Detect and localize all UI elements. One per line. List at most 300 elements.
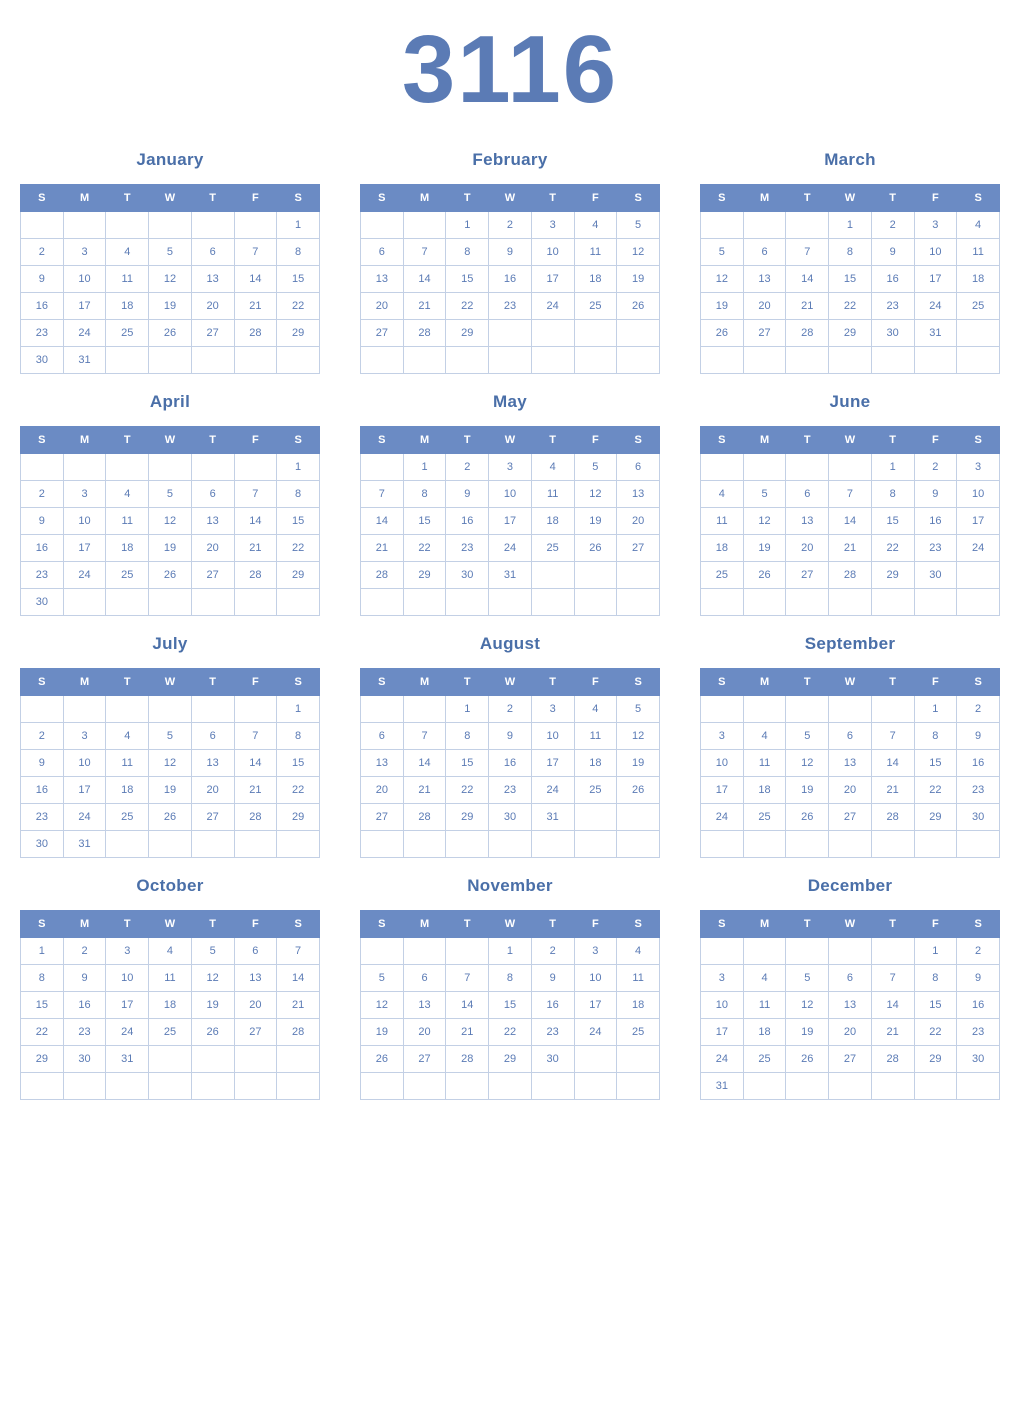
day-cell[interactable]: 8	[871, 481, 914, 508]
day-cell[interactable]: 5	[361, 965, 404, 992]
day-cell[interactable]: 27	[191, 320, 234, 347]
day-cell[interactable]: 19	[149, 535, 192, 562]
day-cell[interactable]: 11	[574, 239, 617, 266]
day-cell[interactable]: 1	[446, 696, 489, 723]
day-cell[interactable]: 23	[21, 562, 64, 589]
day-cell[interactable]: 25	[617, 1019, 660, 1046]
day-cell[interactable]: 5	[617, 696, 660, 723]
day-cell[interactable]: 16	[914, 508, 957, 535]
day-cell[interactable]: 3	[574, 938, 617, 965]
day-cell[interactable]: 22	[446, 777, 489, 804]
day-cell[interactable]: 5	[574, 454, 617, 481]
day-cell[interactable]: 14	[361, 508, 404, 535]
day-cell[interactable]: 26	[574, 535, 617, 562]
day-cell[interactable]: 31	[531, 804, 574, 831]
day-cell[interactable]: 11	[957, 239, 1000, 266]
day-cell[interactable]: 3	[63, 481, 106, 508]
day-cell[interactable]: 8	[446, 239, 489, 266]
day-cell[interactable]: 17	[489, 508, 532, 535]
day-cell[interactable]: 26	[786, 1046, 829, 1073]
day-cell[interactable]: 22	[446, 293, 489, 320]
day-cell[interactable]: 26	[361, 1046, 404, 1073]
day-cell[interactable]: 8	[914, 965, 957, 992]
day-cell[interactable]: 18	[701, 535, 744, 562]
day-cell[interactable]: 22	[914, 1019, 957, 1046]
day-cell[interactable]: 19	[574, 508, 617, 535]
day-cell[interactable]: 7	[234, 723, 277, 750]
day-cell[interactable]: 10	[489, 481, 532, 508]
day-cell[interactable]: 4	[743, 965, 786, 992]
day-cell[interactable]: 21	[403, 777, 446, 804]
day-cell[interactable]: 12	[743, 508, 786, 535]
day-cell[interactable]: 4	[701, 481, 744, 508]
day-cell[interactable]: 22	[21, 1019, 64, 1046]
day-cell[interactable]: 21	[403, 293, 446, 320]
day-cell[interactable]: 28	[361, 562, 404, 589]
day-cell[interactable]: 21	[234, 535, 277, 562]
day-cell[interactable]: 1	[829, 212, 872, 239]
day-cell[interactable]: 11	[106, 508, 149, 535]
day-cell[interactable]: 19	[149, 777, 192, 804]
day-cell[interactable]: 6	[617, 454, 660, 481]
day-cell[interactable]: 13	[361, 750, 404, 777]
day-cell[interactable]: 31	[914, 320, 957, 347]
day-cell[interactable]: 5	[701, 239, 744, 266]
day-cell[interactable]: 11	[574, 723, 617, 750]
day-cell[interactable]: 12	[617, 723, 660, 750]
day-cell[interactable]: 6	[191, 723, 234, 750]
day-cell[interactable]: 29	[277, 562, 320, 589]
day-cell[interactable]: 15	[403, 508, 446, 535]
day-cell[interactable]: 21	[277, 992, 320, 1019]
day-cell[interactable]: 28	[277, 1019, 320, 1046]
day-cell[interactable]: 14	[277, 965, 320, 992]
day-cell[interactable]: 6	[829, 965, 872, 992]
day-cell[interactable]: 17	[701, 1019, 744, 1046]
day-cell[interactable]: 1	[277, 454, 320, 481]
day-cell[interactable]: 6	[191, 481, 234, 508]
day-cell[interactable]: 19	[617, 266, 660, 293]
day-cell[interactable]: 4	[106, 481, 149, 508]
day-cell[interactable]: 28	[234, 562, 277, 589]
day-cell[interactable]: 1	[446, 212, 489, 239]
day-cell[interactable]: 9	[531, 965, 574, 992]
day-cell[interactable]: 8	[403, 481, 446, 508]
day-cell[interactable]: 15	[277, 266, 320, 293]
day-cell[interactable]: 15	[871, 508, 914, 535]
day-cell[interactable]: 21	[829, 535, 872, 562]
day-cell[interactable]: 8	[914, 723, 957, 750]
day-cell[interactable]: 26	[149, 320, 192, 347]
day-cell[interactable]: 1	[277, 212, 320, 239]
day-cell[interactable]: 25	[701, 562, 744, 589]
day-cell[interactable]: 2	[531, 938, 574, 965]
day-cell[interactable]: 29	[277, 320, 320, 347]
day-cell[interactable]: 3	[489, 454, 532, 481]
day-cell[interactable]: 8	[446, 723, 489, 750]
day-cell[interactable]: 12	[786, 750, 829, 777]
day-cell[interactable]: 23	[489, 293, 532, 320]
day-cell[interactable]: 22	[277, 293, 320, 320]
day-cell[interactable]: 7	[403, 239, 446, 266]
day-cell[interactable]: 18	[106, 293, 149, 320]
day-cell[interactable]: 2	[489, 212, 532, 239]
day-cell[interactable]: 3	[957, 454, 1000, 481]
day-cell[interactable]: 27	[829, 804, 872, 831]
day-cell[interactable]: 29	[489, 1046, 532, 1073]
day-cell[interactable]: 18	[574, 750, 617, 777]
day-cell[interactable]: 9	[957, 723, 1000, 750]
day-cell[interactable]: 12	[149, 508, 192, 535]
day-cell[interactable]: 21	[871, 1019, 914, 1046]
day-cell[interactable]: 29	[403, 562, 446, 589]
day-cell[interactable]: 12	[701, 266, 744, 293]
day-cell[interactable]: 9	[957, 965, 1000, 992]
day-cell[interactable]: 2	[957, 938, 1000, 965]
day-cell[interactable]: 5	[786, 723, 829, 750]
day-cell[interactable]: 19	[149, 293, 192, 320]
day-cell[interactable]: 16	[957, 750, 1000, 777]
day-cell[interactable]: 15	[446, 266, 489, 293]
day-cell[interactable]: 17	[914, 266, 957, 293]
day-cell[interactable]: 12	[786, 992, 829, 1019]
day-cell[interactable]: 28	[234, 804, 277, 831]
day-cell[interactable]: 9	[21, 508, 64, 535]
day-cell[interactable]: 16	[21, 293, 64, 320]
day-cell[interactable]: 25	[743, 1046, 786, 1073]
day-cell[interactable]: 28	[786, 320, 829, 347]
day-cell[interactable]: 21	[446, 1019, 489, 1046]
day-cell[interactable]: 15	[277, 508, 320, 535]
day-cell[interactable]: 7	[277, 938, 320, 965]
day-cell[interactable]: 30	[21, 831, 64, 858]
day-cell[interactable]: 5	[149, 239, 192, 266]
day-cell[interactable]: 23	[957, 777, 1000, 804]
day-cell[interactable]: 3	[914, 212, 957, 239]
day-cell[interactable]: 7	[871, 723, 914, 750]
day-cell[interactable]: 8	[277, 481, 320, 508]
day-cell[interactable]: 17	[63, 535, 106, 562]
day-cell[interactable]: 18	[574, 266, 617, 293]
day-cell[interactable]: 24	[531, 777, 574, 804]
day-cell[interactable]: 14	[871, 750, 914, 777]
day-cell[interactable]: 20	[743, 293, 786, 320]
day-cell[interactable]: 1	[277, 696, 320, 723]
day-cell[interactable]: 25	[106, 804, 149, 831]
day-cell[interactable]: 23	[871, 293, 914, 320]
day-cell[interactable]: 11	[149, 965, 192, 992]
day-cell[interactable]: 4	[617, 938, 660, 965]
day-cell[interactable]: 30	[531, 1046, 574, 1073]
day-cell[interactable]: 25	[574, 293, 617, 320]
day-cell[interactable]: 30	[489, 804, 532, 831]
day-cell[interactable]: 31	[489, 562, 532, 589]
day-cell[interactable]: 17	[574, 992, 617, 1019]
day-cell[interactable]: 9	[489, 723, 532, 750]
day-cell[interactable]: 8	[829, 239, 872, 266]
day-cell[interactable]: 29	[21, 1046, 64, 1073]
day-cell[interactable]: 10	[106, 965, 149, 992]
day-cell[interactable]: 12	[617, 239, 660, 266]
day-cell[interactable]: 3	[531, 696, 574, 723]
day-cell[interactable]: 26	[149, 804, 192, 831]
day-cell[interactable]: 28	[403, 804, 446, 831]
day-cell[interactable]: 7	[403, 723, 446, 750]
day-cell[interactable]: 18	[617, 992, 660, 1019]
day-cell[interactable]: 27	[743, 320, 786, 347]
day-cell[interactable]: 13	[743, 266, 786, 293]
day-cell[interactable]: 15	[21, 992, 64, 1019]
day-cell[interactable]: 19	[743, 535, 786, 562]
day-cell[interactable]: 25	[957, 293, 1000, 320]
day-cell[interactable]: 25	[106, 320, 149, 347]
day-cell[interactable]: 8	[489, 965, 532, 992]
day-cell[interactable]: 3	[701, 965, 744, 992]
day-cell[interactable]: 22	[914, 777, 957, 804]
day-cell[interactable]: 16	[489, 750, 532, 777]
day-cell[interactable]: 18	[743, 1019, 786, 1046]
day-cell[interactable]: 3	[531, 212, 574, 239]
day-cell[interactable]: 7	[871, 965, 914, 992]
day-cell[interactable]: 4	[574, 212, 617, 239]
day-cell[interactable]: 25	[574, 777, 617, 804]
day-cell[interactable]: 3	[63, 239, 106, 266]
day-cell[interactable]: 1	[871, 454, 914, 481]
day-cell[interactable]: 7	[234, 239, 277, 266]
day-cell[interactable]: 6	[191, 239, 234, 266]
day-cell[interactable]: 18	[106, 535, 149, 562]
day-cell[interactable]: 10	[914, 239, 957, 266]
day-cell[interactable]: 9	[21, 266, 64, 293]
day-cell[interactable]: 11	[743, 992, 786, 1019]
day-cell[interactable]: 22	[829, 293, 872, 320]
day-cell[interactable]: 17	[701, 777, 744, 804]
day-cell[interactable]: 9	[871, 239, 914, 266]
day-cell[interactable]: 18	[149, 992, 192, 1019]
day-cell[interactable]: 30	[957, 804, 1000, 831]
day-cell[interactable]: 15	[277, 750, 320, 777]
day-cell[interactable]: 24	[63, 804, 106, 831]
day-cell[interactable]: 20	[617, 508, 660, 535]
day-cell[interactable]: 9	[489, 239, 532, 266]
day-cell[interactable]: 19	[191, 992, 234, 1019]
day-cell[interactable]: 4	[531, 454, 574, 481]
day-cell[interactable]: 10	[63, 750, 106, 777]
day-cell[interactable]: 30	[914, 562, 957, 589]
day-cell[interactable]: 19	[786, 1019, 829, 1046]
day-cell[interactable]: 25	[149, 1019, 192, 1046]
day-cell[interactable]: 11	[701, 508, 744, 535]
day-cell[interactable]: 7	[786, 239, 829, 266]
day-cell[interactable]: 3	[63, 723, 106, 750]
day-cell[interactable]: 17	[957, 508, 1000, 535]
day-cell[interactable]: 20	[829, 777, 872, 804]
day-cell[interactable]: 23	[446, 535, 489, 562]
day-cell[interactable]: 8	[277, 239, 320, 266]
day-cell[interactable]: 14	[446, 992, 489, 1019]
day-cell[interactable]: 30	[957, 1046, 1000, 1073]
day-cell[interactable]: 10	[574, 965, 617, 992]
day-cell[interactable]: 14	[786, 266, 829, 293]
day-cell[interactable]: 8	[21, 965, 64, 992]
day-cell[interactable]: 5	[149, 481, 192, 508]
day-cell[interactable]: 1	[914, 696, 957, 723]
day-cell[interactable]: 11	[743, 750, 786, 777]
day-cell[interactable]: 11	[617, 965, 660, 992]
day-cell[interactable]: 20	[191, 535, 234, 562]
day-cell[interactable]: 2	[63, 938, 106, 965]
day-cell[interactable]: 28	[234, 320, 277, 347]
day-cell[interactable]: 31	[63, 347, 106, 374]
day-cell[interactable]: 24	[701, 1046, 744, 1073]
day-cell[interactable]: 28	[829, 562, 872, 589]
day-cell[interactable]: 22	[489, 1019, 532, 1046]
day-cell[interactable]: 27	[361, 320, 404, 347]
day-cell[interactable]: 13	[191, 266, 234, 293]
day-cell[interactable]: 12	[574, 481, 617, 508]
day-cell[interactable]: 20	[403, 1019, 446, 1046]
day-cell[interactable]: 13	[191, 508, 234, 535]
day-cell[interactable]: 11	[531, 481, 574, 508]
day-cell[interactable]: 10	[701, 992, 744, 1019]
day-cell[interactable]: 24	[63, 320, 106, 347]
day-cell[interactable]: 15	[914, 750, 957, 777]
day-cell[interactable]: 15	[829, 266, 872, 293]
day-cell[interactable]: 29	[914, 804, 957, 831]
day-cell[interactable]: 2	[21, 481, 64, 508]
day-cell[interactable]: 27	[234, 1019, 277, 1046]
day-cell[interactable]: 18	[106, 777, 149, 804]
day-cell[interactable]: 3	[701, 723, 744, 750]
day-cell[interactable]: 29	[446, 804, 489, 831]
day-cell[interactable]: 24	[957, 535, 1000, 562]
day-cell[interactable]: 21	[234, 777, 277, 804]
day-cell[interactable]: 2	[446, 454, 489, 481]
day-cell[interactable]: 13	[191, 750, 234, 777]
day-cell[interactable]: 2	[957, 696, 1000, 723]
day-cell[interactable]: 26	[786, 804, 829, 831]
day-cell[interactable]: 30	[63, 1046, 106, 1073]
day-cell[interactable]: 6	[743, 239, 786, 266]
day-cell[interactable]: 27	[617, 535, 660, 562]
day-cell[interactable]: 17	[106, 992, 149, 1019]
day-cell[interactable]: 5	[191, 938, 234, 965]
day-cell[interactable]: 12	[361, 992, 404, 1019]
day-cell[interactable]: 1	[489, 938, 532, 965]
day-cell[interactable]: 20	[829, 1019, 872, 1046]
day-cell[interactable]: 24	[531, 293, 574, 320]
day-cell[interactable]: 4	[957, 212, 1000, 239]
day-cell[interactable]: 25	[106, 562, 149, 589]
day-cell[interactable]: 20	[191, 293, 234, 320]
day-cell[interactable]: 29	[446, 320, 489, 347]
day-cell[interactable]: 16	[957, 992, 1000, 1019]
day-cell[interactable]: 24	[914, 293, 957, 320]
day-cell[interactable]: 29	[914, 1046, 957, 1073]
day-cell[interactable]: 25	[531, 535, 574, 562]
day-cell[interactable]: 9	[63, 965, 106, 992]
day-cell[interactable]: 10	[531, 723, 574, 750]
day-cell[interactable]: 27	[403, 1046, 446, 1073]
day-cell[interactable]: 12	[191, 965, 234, 992]
day-cell[interactable]: 22	[277, 777, 320, 804]
day-cell[interactable]: 13	[403, 992, 446, 1019]
day-cell[interactable]: 19	[361, 1019, 404, 1046]
day-cell[interactable]: 6	[829, 723, 872, 750]
day-cell[interactable]: 5	[786, 965, 829, 992]
day-cell[interactable]: 17	[531, 266, 574, 293]
day-cell[interactable]: 10	[63, 266, 106, 293]
day-cell[interactable]: 6	[403, 965, 446, 992]
day-cell[interactable]: 26	[617, 293, 660, 320]
day-cell[interactable]: 19	[617, 750, 660, 777]
day-cell[interactable]: 16	[489, 266, 532, 293]
day-cell[interactable]: 13	[786, 508, 829, 535]
day-cell[interactable]: 31	[701, 1073, 744, 1100]
day-cell[interactable]: 4	[149, 938, 192, 965]
day-cell[interactable]: 22	[871, 535, 914, 562]
day-cell[interactable]: 2	[871, 212, 914, 239]
day-cell[interactable]: 2	[21, 723, 64, 750]
day-cell[interactable]: 11	[106, 266, 149, 293]
day-cell[interactable]: 27	[829, 1046, 872, 1073]
day-cell[interactable]: 3	[106, 938, 149, 965]
day-cell[interactable]: 6	[361, 239, 404, 266]
day-cell[interactable]: 16	[21, 777, 64, 804]
day-cell[interactable]: 15	[914, 992, 957, 1019]
day-cell[interactable]: 14	[234, 266, 277, 293]
day-cell[interactable]: 23	[63, 1019, 106, 1046]
day-cell[interactable]: 21	[871, 777, 914, 804]
day-cell[interactable]: 6	[361, 723, 404, 750]
day-cell[interactable]: 14	[234, 508, 277, 535]
day-cell[interactable]: 5	[617, 212, 660, 239]
day-cell[interactable]: 14	[403, 266, 446, 293]
day-cell[interactable]: 27	[786, 562, 829, 589]
day-cell[interactable]: 19	[701, 293, 744, 320]
day-cell[interactable]: 24	[63, 562, 106, 589]
day-cell[interactable]: 10	[63, 508, 106, 535]
day-cell[interactable]: 21	[234, 293, 277, 320]
day-cell[interactable]: 24	[574, 1019, 617, 1046]
day-cell[interactable]: 5	[149, 723, 192, 750]
day-cell[interactable]: 31	[106, 1046, 149, 1073]
day-cell[interactable]: 12	[149, 266, 192, 293]
day-cell[interactable]: 28	[871, 804, 914, 831]
day-cell[interactable]: 29	[829, 320, 872, 347]
day-cell[interactable]: 18	[957, 266, 1000, 293]
day-cell[interactable]: 17	[531, 750, 574, 777]
day-cell[interactable]: 16	[446, 508, 489, 535]
day-cell[interactable]: 10	[531, 239, 574, 266]
day-cell[interactable]: 22	[403, 535, 446, 562]
day-cell[interactable]: 22	[277, 535, 320, 562]
day-cell[interactable]: 16	[21, 535, 64, 562]
day-cell[interactable]: 7	[234, 481, 277, 508]
day-cell[interactable]: 24	[489, 535, 532, 562]
day-cell[interactable]: 28	[446, 1046, 489, 1073]
day-cell[interactable]: 23	[21, 320, 64, 347]
day-cell[interactable]: 1	[403, 454, 446, 481]
day-cell[interactable]: 10	[701, 750, 744, 777]
day-cell[interactable]: 20	[786, 535, 829, 562]
day-cell[interactable]: 5	[743, 481, 786, 508]
day-cell[interactable]: 9	[446, 481, 489, 508]
day-cell[interactable]: 25	[743, 804, 786, 831]
day-cell[interactable]: 9	[914, 481, 957, 508]
day-cell[interactable]: 24	[701, 804, 744, 831]
day-cell[interactable]: 2	[21, 239, 64, 266]
